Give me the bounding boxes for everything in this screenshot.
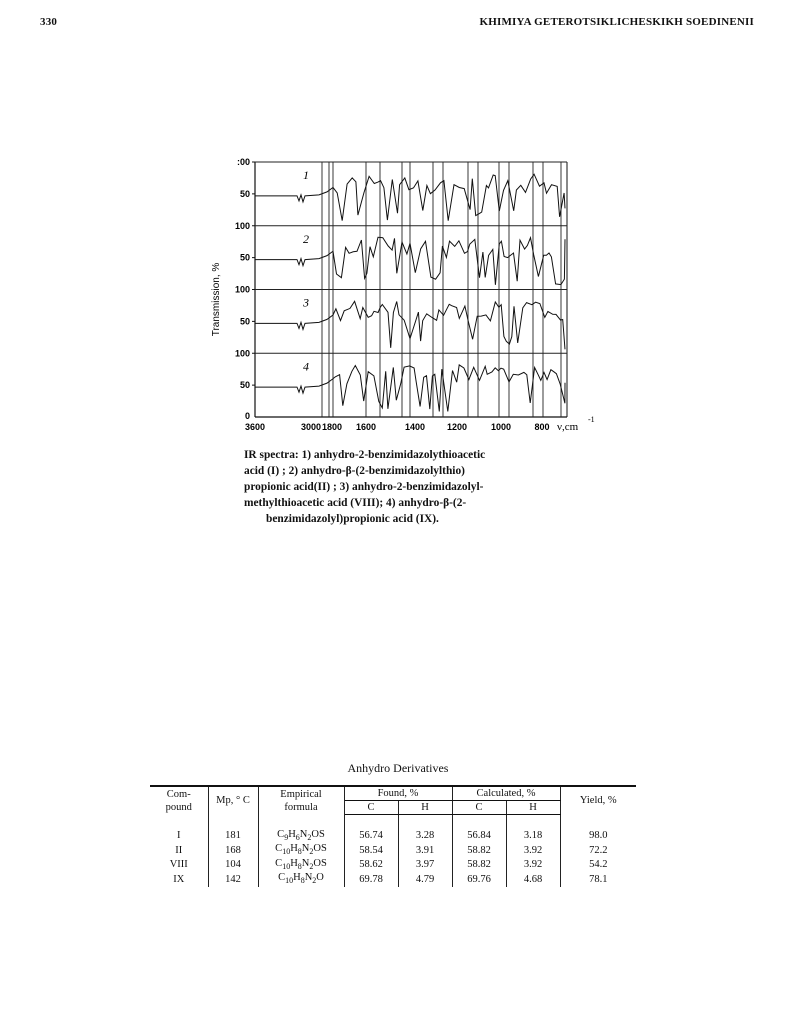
page-number: 330 [40, 16, 58, 28]
y-tick-label: 100 [234, 284, 250, 295]
x-tick-label: 1200 [446, 422, 468, 432]
x-tick-label: 1400 [404, 422, 426, 432]
cell-mp: 168 [208, 843, 258, 858]
caption-line: acid (I) ; 2) anhydro-β-(2-benzimidazolylthio) [244, 465, 465, 477]
caption-line: propionic acid(II) ; 3) anhydro-2-benzimidazolyl- [244, 481, 484, 493]
cell-calc-c: 58.82 [452, 843, 506, 858]
table-title: Anhydro Derivatives [347, 761, 449, 775]
x-tick-label: 3000 [300, 422, 322, 432]
table-row [150, 815, 636, 844]
cell-calc-c: 58.82 [452, 858, 506, 873]
cell-yield: 72.2 [589, 844, 608, 856]
cell-formula: $C_{10}H_8N_2O$ [258, 872, 344, 887]
header-found: Found, % [344, 786, 452, 801]
cell-mp: 104 [208, 858, 258, 873]
cell-compound: VIII [150, 858, 208, 873]
header-formula: Empirical formula [258, 786, 344, 815]
y-tick-label: 100 [234, 220, 250, 231]
spectrum-number: 3 [303, 295, 309, 310]
y-tick-label: 0 [244, 411, 250, 421]
y-tick-label: :00 [236, 157, 250, 167]
x-tick-label: 1800 [321, 422, 343, 432]
cell-found-h: 3.91 [398, 843, 452, 858]
cell-compound: I [150, 815, 208, 844]
cell-mp: 181 [208, 815, 258, 844]
x-tick-label: 3600 [244, 422, 266, 432]
ir-spectra-figure [205, 150, 605, 440]
x-unit-label: ν,cm [557, 421, 579, 433]
spectrum-number: 2 [303, 231, 309, 246]
cell-found-c: 58.54 [344, 843, 398, 858]
y-tick-label: 50 [239, 188, 250, 199]
cell-found-h: 4.79 [398, 872, 452, 887]
cell-calc-c: 56.84 [452, 815, 506, 844]
header-mp: Mp, ° C [208, 786, 258, 815]
x-unit-superscript: -1 [588, 415, 595, 424]
cell-formula: $C_{10}H_8N_2OS$ [258, 843, 344, 858]
figure-caption [244, 447, 574, 527]
table-row [150, 843, 636, 858]
cell-found-c: 69.78 [344, 872, 398, 887]
spectrum-number: 1 [303, 168, 309, 182]
cell-formula: $C_{10}H_8N_2OS$ [258, 858, 344, 873]
cell-formula: $C_9H_6N_2OS$ [258, 815, 344, 844]
cell-yield: 54.2 [589, 859, 608, 871]
cell-yield: 78.1 [589, 873, 608, 885]
caption-line: methylthioacetic acid (VIII); 4) anhydro-β-(2- [244, 497, 467, 509]
cell-found-h: 3.97 [398, 858, 452, 873]
header-yield: Yield, % [560, 786, 636, 815]
cell-found-h: 3.28 [398, 815, 452, 844]
spectrum-number: 4 [303, 359, 309, 374]
cell-found-c: 58.62 [344, 858, 398, 873]
y-tick-label: 100 [234, 348, 250, 359]
x-tick-label: 1600 [355, 422, 377, 432]
cell-found-c: 56.74 [344, 815, 398, 844]
ir-labels [211, 157, 595, 433]
x-tick-label: 1000 [490, 422, 512, 432]
cell-mp: 142 [208, 872, 258, 887]
header-calc-h: H [506, 801, 560, 815]
y-tick-label: 50 [239, 380, 250, 391]
header-calculated: Calculated, % [452, 786, 560, 801]
y-tick-label: 50 [239, 252, 250, 263]
header-calc-c: C [452, 801, 506, 815]
table-row [150, 872, 636, 887]
table-row [150, 858, 636, 873]
header-compound: Com- pound [150, 786, 208, 815]
cell-calc-h: 3.92 [506, 843, 560, 858]
y-tick-label: 50 [239, 316, 250, 327]
caption-line: benzimidazolyl)propionic acid (IX). [266, 513, 439, 525]
cell-compound: IX [150, 872, 208, 887]
journal-title: KHIMIYA GETEROTSIKLICHESKIKH SOEDINENII [479, 16, 754, 28]
header-found-h: H [398, 801, 452, 815]
y-axis-title: Transmission, % [211, 262, 222, 337]
cell-yield: 98.0 [589, 830, 608, 842]
anhydro-derivatives-table [150, 785, 636, 887]
cell-calc-h: 3.18 [506, 815, 560, 844]
cell-calc-h: 4.68 [506, 872, 560, 887]
caption-line: IR spectra: 1) anhydro-2-benzimidazolythioacetic [244, 449, 486, 461]
x-tick-label: 800 [534, 422, 550, 432]
cell-calc-c: 69.76 [452, 872, 506, 887]
cell-calc-h: 3.92 [506, 858, 560, 873]
cell-compound: II [150, 843, 208, 858]
header-found-c: C [344, 801, 398, 815]
